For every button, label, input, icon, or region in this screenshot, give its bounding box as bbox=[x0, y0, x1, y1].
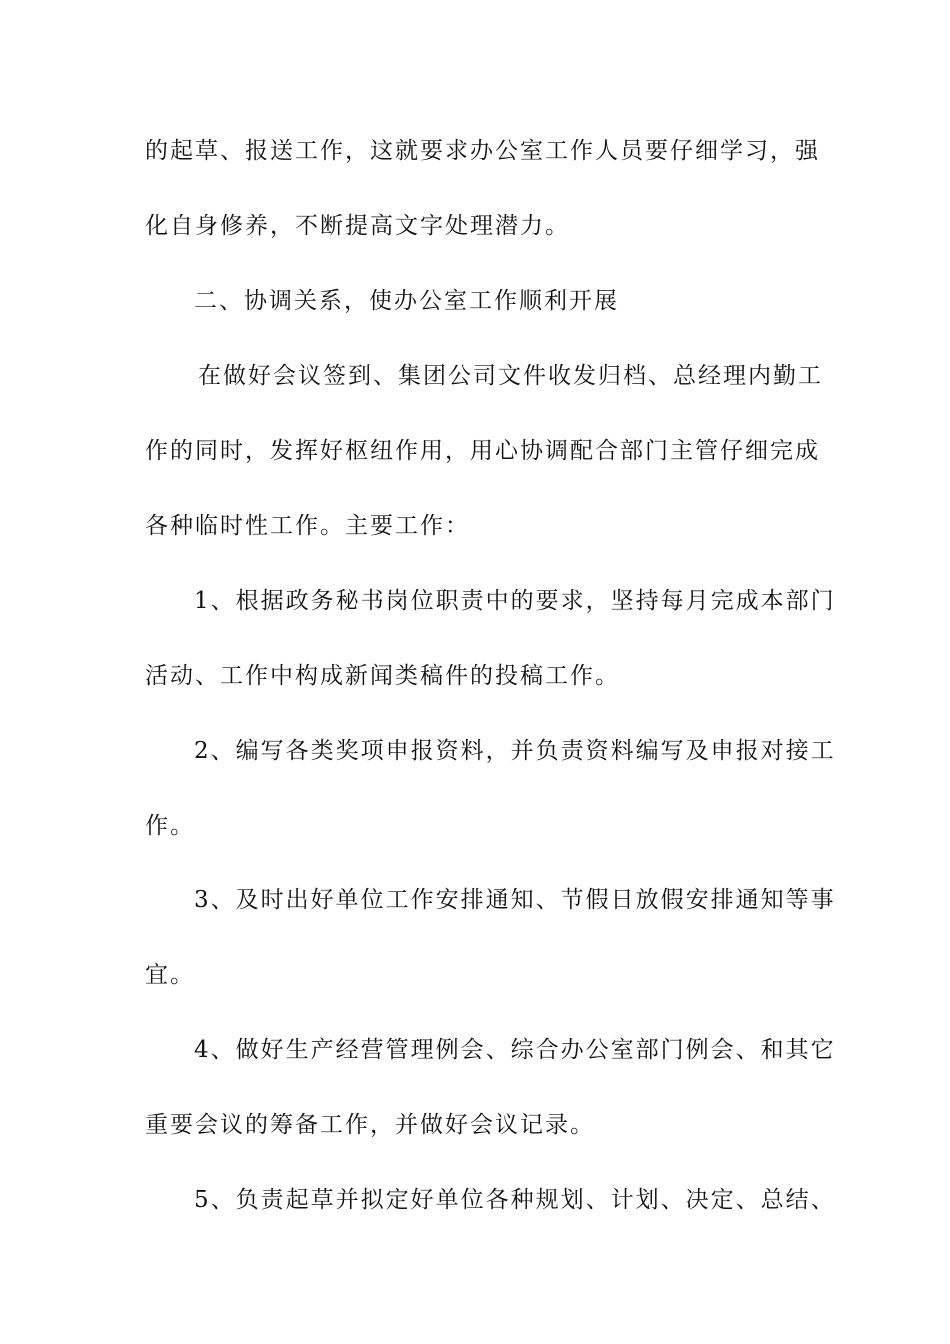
section-heading: 二、协调关系，使办公室工作顺利开展 bbox=[194, 288, 619, 314]
paragraph-line: 作的同时，发挥好枢纽作用，用心协调配合部门主管仔细完成 bbox=[145, 438, 820, 464]
list-item-line: 活动、工作中构成新闻类稿件的投稿工作。 bbox=[145, 663, 620, 689]
paragraph-line: 各种临时性工作。主要工作： bbox=[145, 513, 470, 539]
list-item-line: 4、做好生产经营管理例会、综合办公室部门例会、和其它 bbox=[194, 1037, 836, 1063]
list-item-line: 2、编写各类奖项申报资料，并负责资料编写及申报对接工 bbox=[194, 738, 836, 764]
list-item-line: 宜。 bbox=[145, 962, 195, 988]
list-item-line: 5、负责起草并拟定好单位各种规划、计划、决定、总结、 bbox=[194, 1187, 836, 1213]
list-item-line: 作。 bbox=[145, 813, 195, 839]
paragraph-line: 的起草、报送工作，这就要求办公室工作人员要仔细学习，强 bbox=[145, 138, 820, 164]
list-item-line: 1、根据政务秘书岗位职责中的要求，坚持每月完成本部门 bbox=[194, 588, 836, 614]
paragraph-line: 化自身修养，不断提高文字处理潜力。 bbox=[145, 213, 570, 239]
paragraph-line: 在做好会议签到、集团公司文件收发归档、总经理内勤工 bbox=[198, 363, 823, 389]
list-item-line: 重要会议的筹备工作，并做好会议记录。 bbox=[145, 1112, 595, 1138]
list-item-line: 3、及时出好单位工作安排通知、节假日放假安排通知等事 bbox=[194, 887, 836, 913]
